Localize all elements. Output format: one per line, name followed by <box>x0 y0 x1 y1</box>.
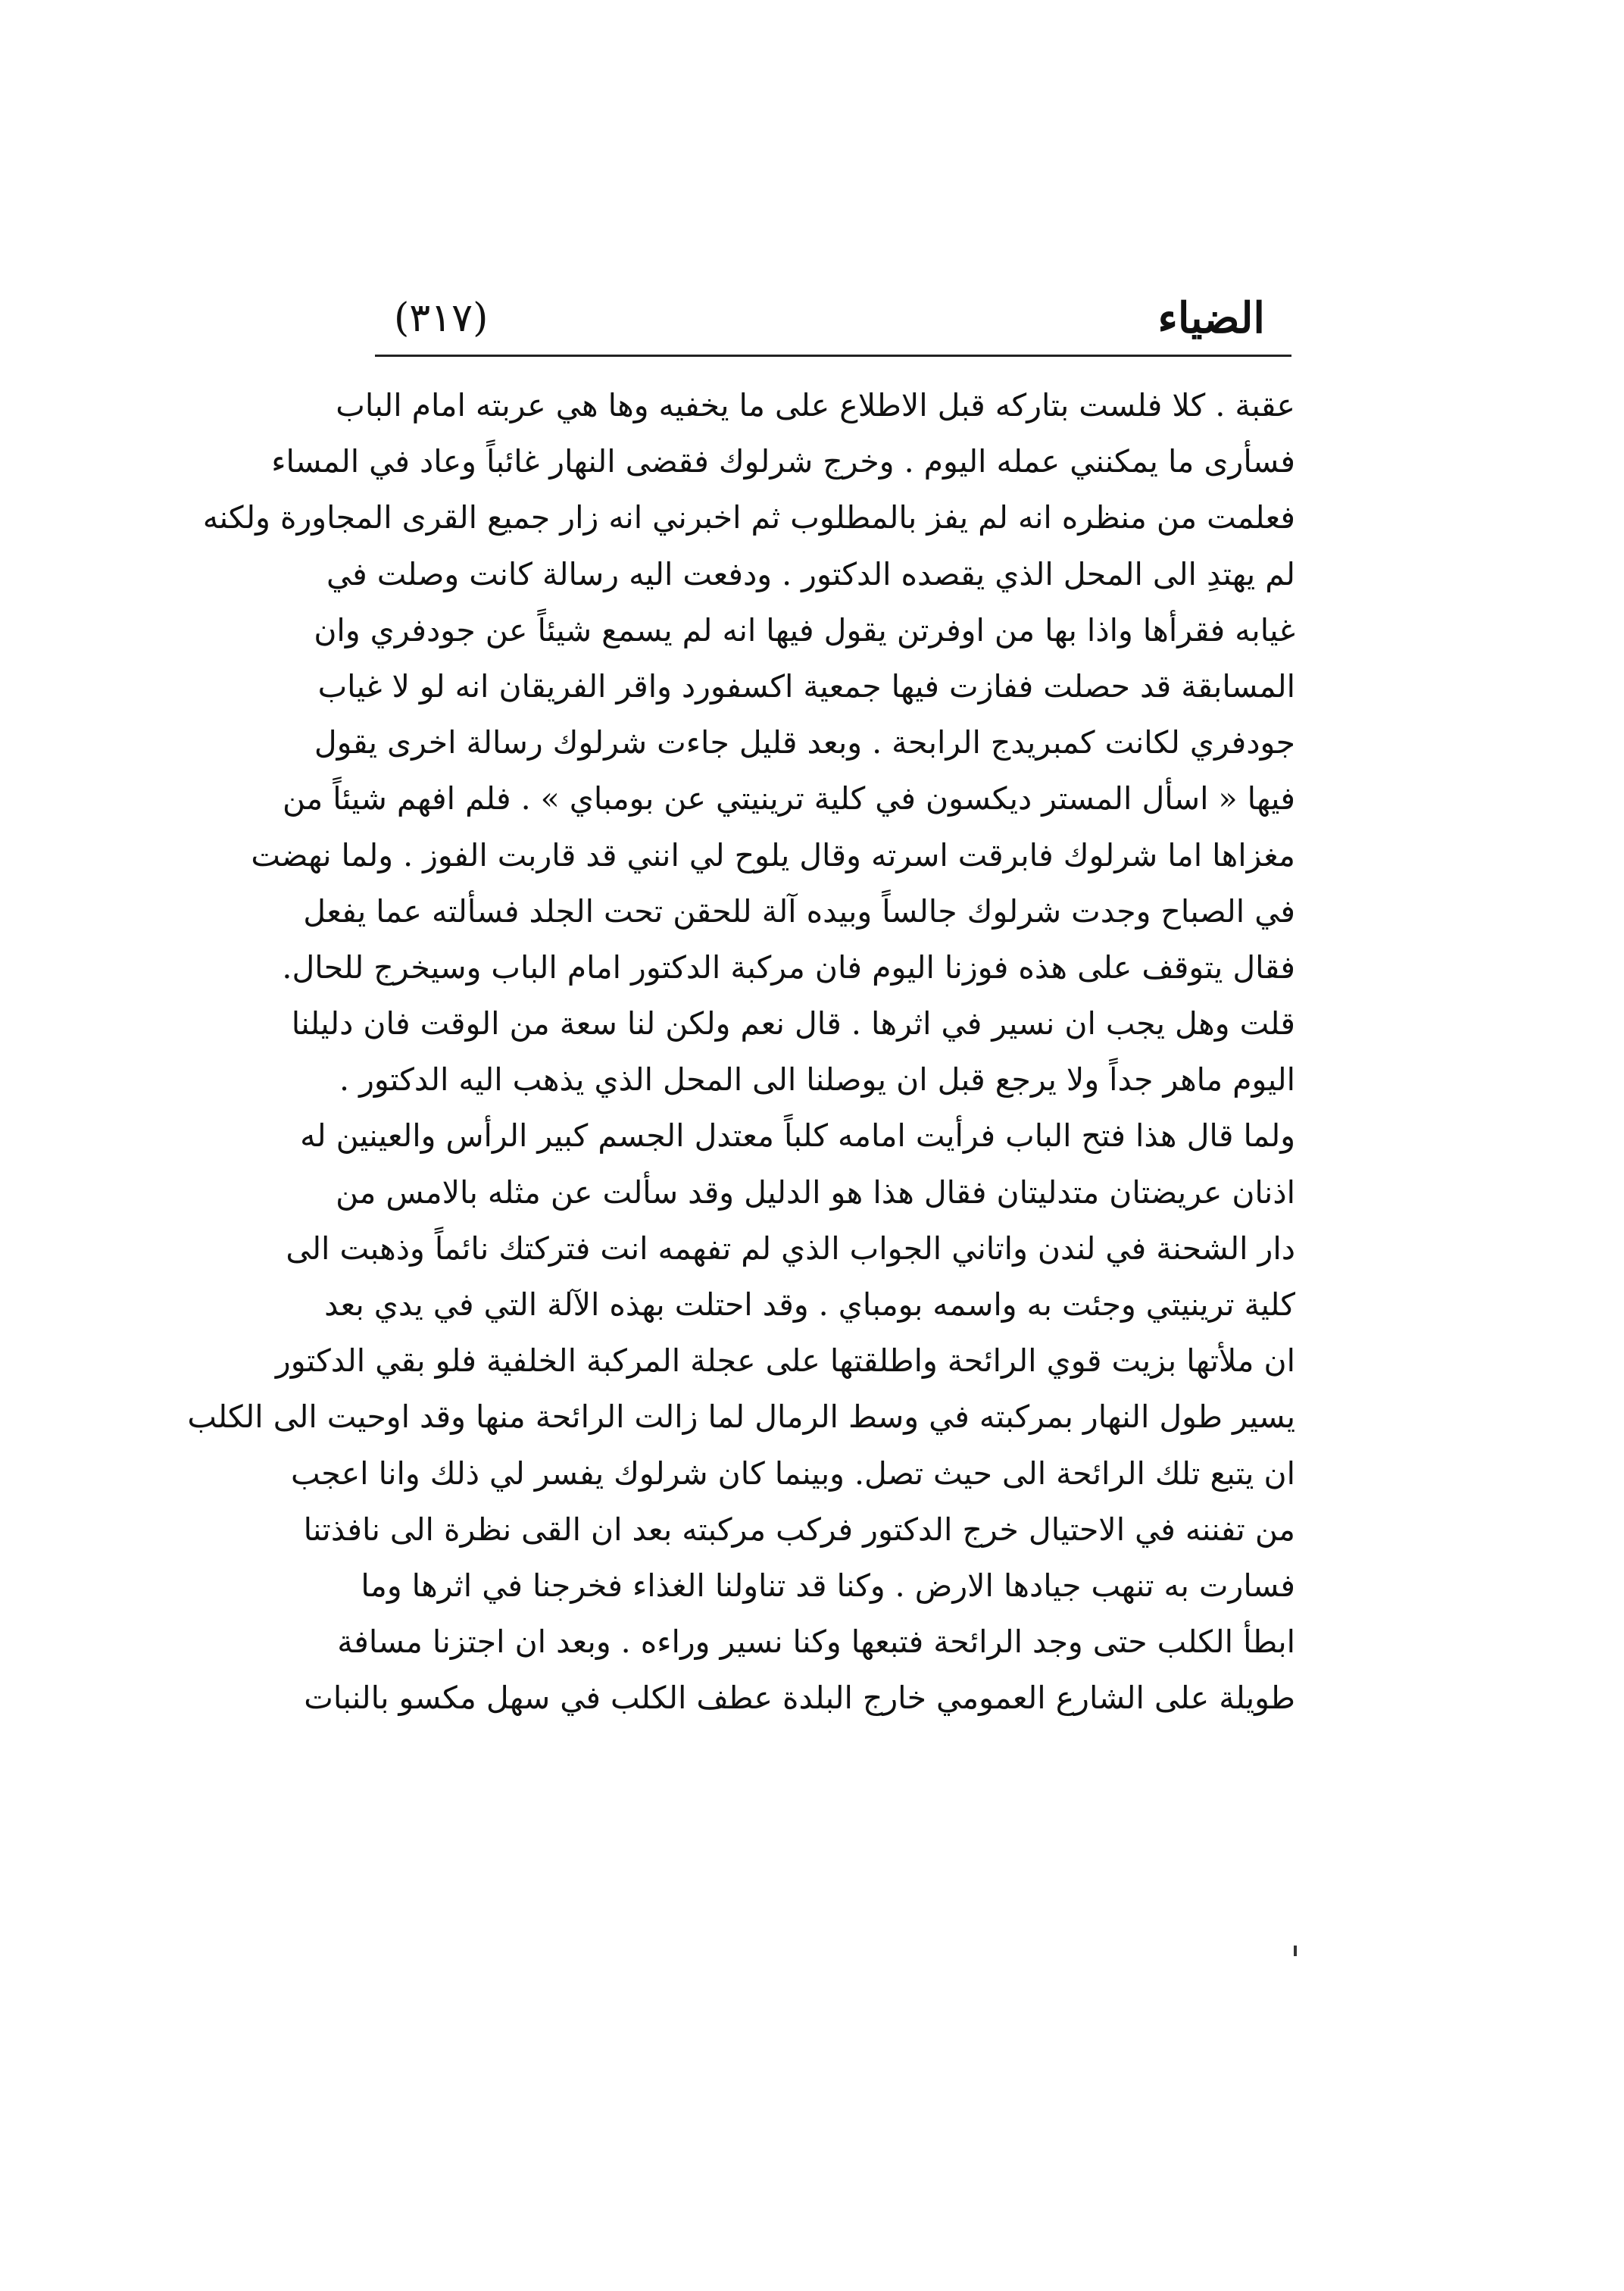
margin-mark <box>1294 1946 1297 1956</box>
text-line: فعلمت من منظره انه لم يفز بالمطلوب ثم اخبرني انه زار جميع القرى المجاورة ولكنه <box>202 499 1295 536</box>
text-line: دار الشحنة في لندن واتاني الجواب الذي لم تفهمه انت فتركتك نائماً وذهبت الى <box>286 1230 1295 1267</box>
text-line: كلية ترينيتي وجئت به واسمه بومباي . وقد احتلت بهذه الآلة التي في يدي بعد <box>324 1286 1295 1323</box>
header-rule <box>375 355 1291 357</box>
body-text <box>187 377 1295 1727</box>
text-line: غيابه فقرأها واذا بها من اوفرتن يقول فيها انه لم يسمع شيئاً عن جودفري وان <box>314 611 1295 649</box>
text-line: ان ملأتها بزيت قوي الرائحة واطلقتها على عجلة المركبة الخلفية فلو بقي الدكتور <box>275 1342 1295 1380</box>
text-line: جودفري لكانت كمبريدج الرابحة . وبعد قليل جاءت شرلوك رسالة اخرى يقول <box>314 724 1295 761</box>
text-line: فسارت به تنهب جيادها الارض . وكنا قد تناولنا الغذاء فخرجنا في اثرها وما <box>361 1567 1295 1604</box>
text-line: يسير طول النهار بمركبته في وسط الرمال لما زالت الرائحة منها وقد اوحيت الى الكلب <box>187 1399 1295 1436</box>
journal-title: الضياء <box>1157 293 1265 343</box>
page-header <box>379 280 1288 356</box>
text-line: عقبة . كلا فلست بتاركه قبل الاطلاع على ما يخفيه وها هي عربته امام الباب <box>336 387 1295 424</box>
text-line: طويلة على الشارع العمومي خارج البلدة عطف الكلب في سهل مكسو بالنبات <box>304 1680 1295 1717</box>
text-line: ولما قال هذا فتح الباب فرأيت امامه كلباً معتدل الجسم كبير الرأس والعينين له <box>300 1117 1295 1155</box>
text-line: ان يتبع تلك الرائحة الى حيث تصل. وبينما كان شرلوك يفسر لي ذلك وانا اعجب <box>290 1455 1295 1492</box>
text-line: من تفننه في الاحتيال خرج الدكتور فركب مركبته بعد ان القى نظرة الى نافذتنا <box>303 1511 1295 1548</box>
text-line: مغزاها اما شرلوك فابرقت اسرته وقال يلوح لي انني قد قاربت الفوز . ولما نهضت <box>251 836 1295 874</box>
text-line: اذنان عريضتان متدليتان فقال هذا هو الدليل وقد سألت عن مثله بالامس من <box>336 1174 1295 1211</box>
page-number: (٣١٧) <box>394 295 489 341</box>
text-line: المسابقة قد حصلت ففازت فيها جمعية اكسفورد واقر الفريقان انه لو لا غياب <box>317 667 1295 705</box>
text-line: فقال يتوقف على هذه فوزنا اليوم فان مركبة الدكتور امام الباب وسيخرج للحال. <box>282 949 1295 986</box>
text-line: قلت وهل يجب ان نسير في اثرها . قال نعم ولكن لنا سعة من الوقت فان دليلنا <box>291 1005 1295 1042</box>
text-line: فسأرى ما يمكنني عمله اليوم . وخرج شرلوك فقضى النهار غائباً وعاد في المساء <box>271 443 1295 480</box>
text-line: في الصباح وجدت شرلوك جالساً وبيده آلة للحقن تحت الجلد فسألته عما يفعل <box>303 892 1295 930</box>
text-line: فيها « اسأل المستر ديكسون في كلية ترينيتي عن بومباي » . فلم افهم شيئاً من <box>283 780 1295 817</box>
text-line: اليوم ماهر جداً ولا يرجع قبل ان يوصلنا الى المحل الذي يذهب اليه الدكتور . <box>339 1061 1295 1099</box>
text-line: ابطأ الكلب حتى وجد الرائحة فتبعها وكنا نسير وراءه . وبعد ان اجتزنا مسافة <box>337 1624 1295 1661</box>
text-line: لم يهتدِ الى المحل الذي يقصده الدكتور . ودفعت اليه رسالة كانت وصلت في <box>326 555 1295 592</box>
